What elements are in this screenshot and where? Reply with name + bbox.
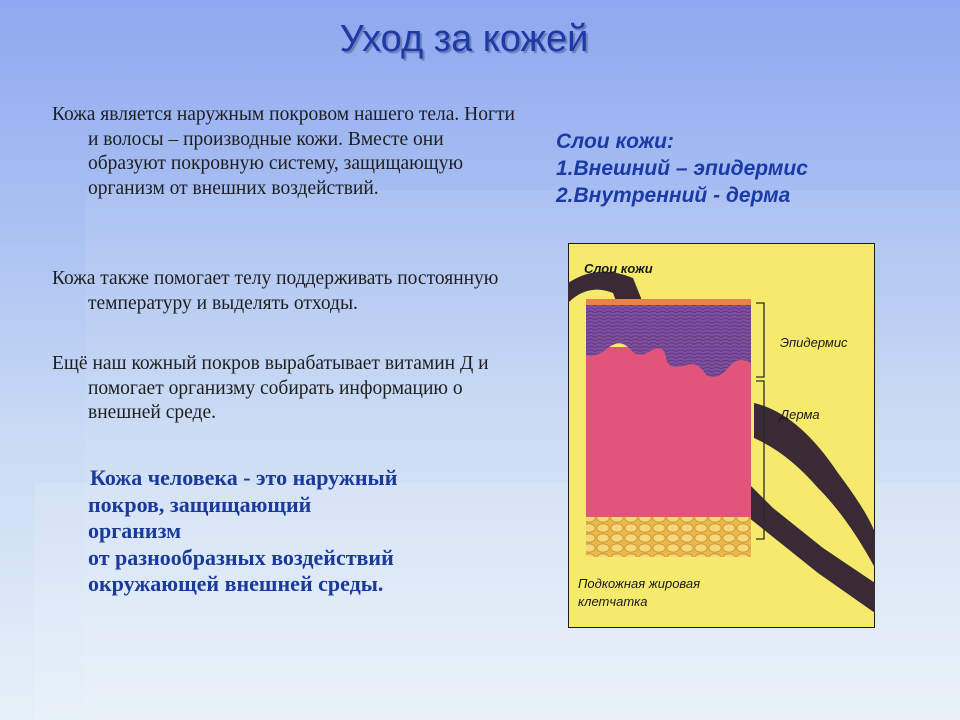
highlight-line-3: организм [88,518,182,543]
skin-layers-figure [568,243,875,628]
highlight-line-1: Кожа человека - это наружный [90,465,398,490]
slide-title: Уход за кожей [339,18,589,60]
layer-item-2: 2.Внутренний - дерма [556,184,791,207]
highlight-line-4: от разнообразных воздействий [88,544,394,570]
label-dermis: Дерма [780,407,820,422]
figure-caption: Слои кожи [584,261,653,276]
label-epidermis: Эпидермис [780,335,848,350]
fat-layer [586,517,751,557]
layer-item-1: 1.Внешний – эпидермис [556,157,808,180]
paragraph-1: Кожа является наружным покровом нашего тела. Ногти и волосы – производные кожи. Вместе они образуют покровную систему, защищающую организм от внешних воздействий. [52,104,515,199]
paragraph-2: Кожа также помогает телу поддерживать постоянную температуру и выделять отходы. [52,268,499,314]
label-fat-line2: клетчатка [578,594,648,609]
stratum-corneum [586,299,751,305]
skin-layers-list [556,128,936,209]
highlight-line-5: окружающей внешней среды. [88,571,384,596]
paragraph-3: Ещё наш кожный покров вырабатывает витамин Д и помогает организму собирать информацию о внешней среде. [52,353,489,423]
label-fat-line1: Подкожная жировая [578,576,701,591]
highlight-line-2: покров, защищающий [88,491,312,517]
skin-diagram [568,243,875,628]
layers-heading: Слои кожи: [556,130,674,153]
dermis-layer [586,347,751,517]
highlight-definition [88,465,488,598]
